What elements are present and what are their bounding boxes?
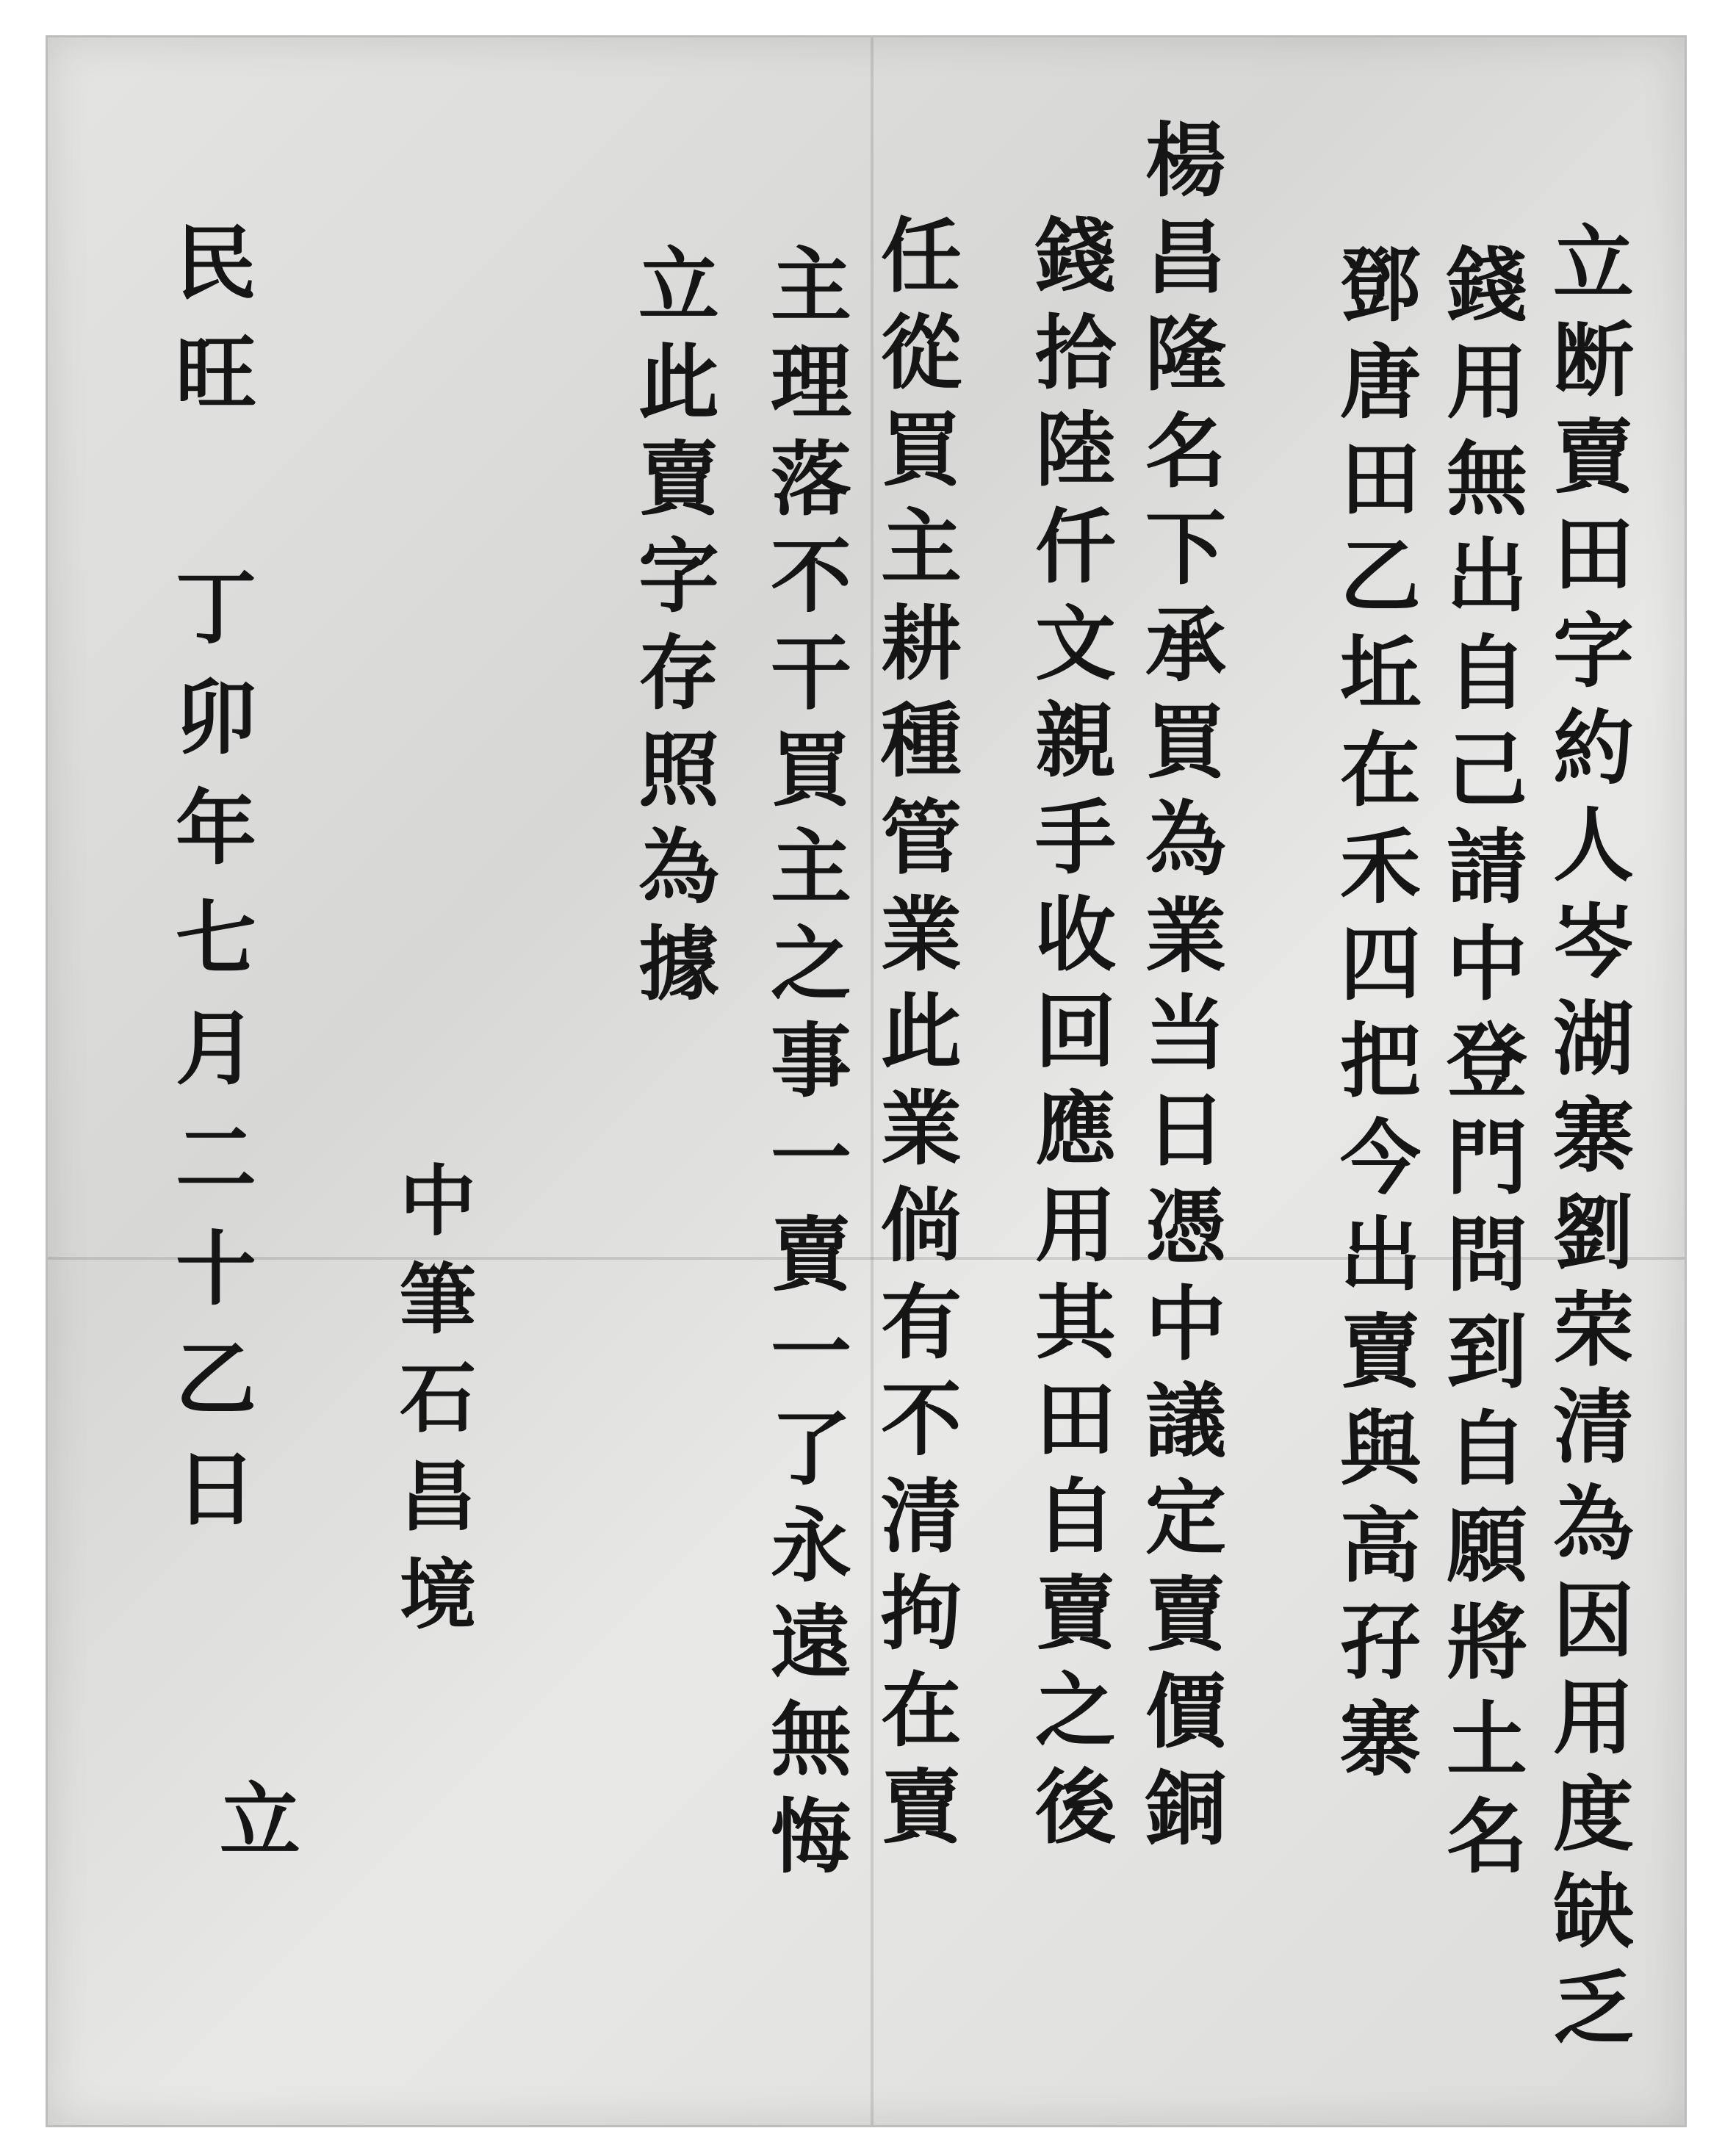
date-line: 民旺 丁卯年七月二十乙日 (162, 220, 257, 1557)
text-line-8: 立此賣字存照為據 (625, 242, 720, 1018)
text-line-7: 主理落不干買主之事一賣一了永遠無悔 (757, 242, 852, 1891)
text-line-4: 楊昌隆名下承買為業当日憑中議定賣價銅 (1132, 118, 1227, 1863)
date-suffix: 立 (206, 1778, 301, 1875)
text-line-6: 任從買主耕種管業此業倘有不清拘在賣 (868, 213, 962, 1861)
text-line-5: 錢拾陸仟文親手收回應用其田自賣之後 (1022, 213, 1117, 1861)
text-line-1: 立断賣田字約人岑湖寨劉荣清為因用度缺乏 (1540, 220, 1635, 2063)
middleman-signature: 中筆石昌境 (386, 1161, 477, 1653)
text-line-3: 鄧唐田乙坵在禾四把今出賣與高孖寨 (1327, 242, 1422, 1794)
text-line-2: 錢用無出自己請中登門問到自願將土名 (1433, 242, 1528, 1891)
